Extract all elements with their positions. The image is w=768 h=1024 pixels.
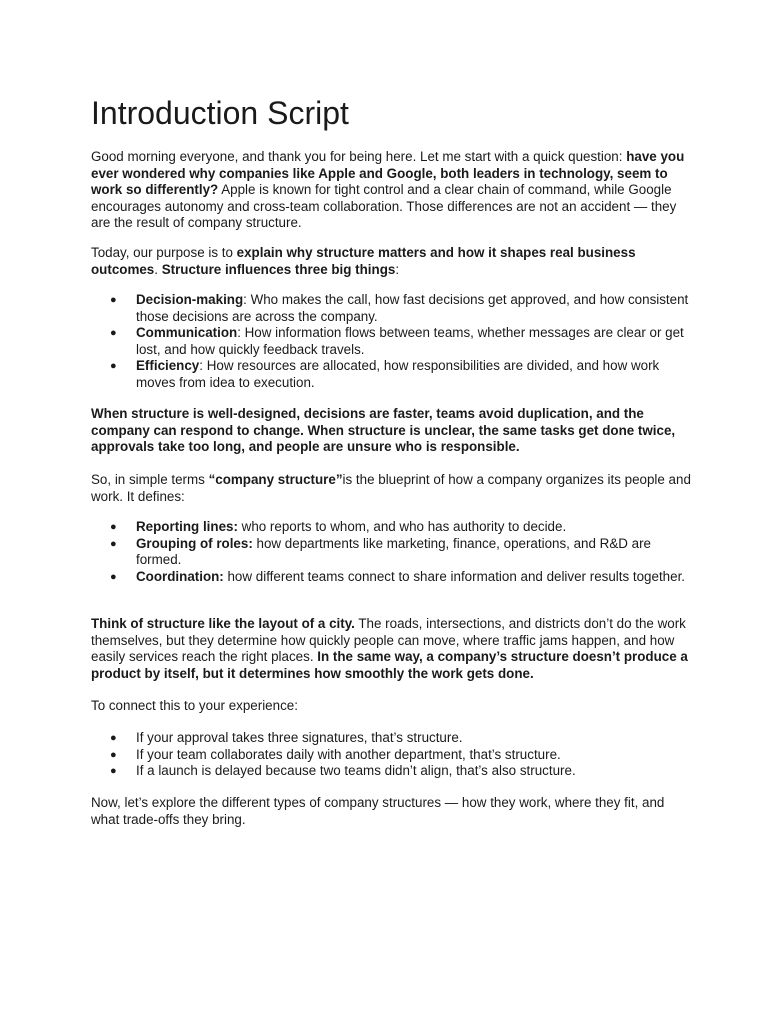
purpose-bold-2: Structure influences three big things: [161, 261, 396, 277]
list-item-desc: : Who makes the call, how fast decisions get approved, and how consistent those decisions are across the company.: [136, 292, 689, 324]
purpose-text-2: .: [154, 261, 162, 277]
list-item-desc: how different teams connect to share information and deliver results together.: [223, 568, 686, 584]
list-item: [91, 325, 691, 358]
city-bold-2: In the same way, a company’s structure doesn’t produce a product by itself, but it determines how smoothly the work gets done.: [91, 649, 688, 681]
connect-paragraph: To connect this to your experience:: [91, 698, 298, 713]
list-item-desc: : How information flows between teams, whether messages are clear or get lost, and how quickly feedback travels.: [136, 325, 684, 357]
purpose-text-3: :: [395, 261, 400, 277]
list-item: [91, 292, 691, 325]
list-item: [91, 536, 691, 569]
list-item: ● If a launch is delayed because two teams didn’t align, that’s also structure.: [91, 763, 691, 780]
list-item-desc: who reports to whom, and who has authority to decide.: [237, 519, 567, 534]
examples-list: [91, 730, 691, 780]
list-item-desc: how departments like marketing, finance, operations, and R&D are formed.: [136, 535, 652, 568]
intro-bold-question: have you ever wondered why companies like Apple and Google, both leaders in technology, seem to work so differently?: [91, 149, 685, 198]
list-item: [91, 358, 691, 391]
list-item-term: Decision-making: [136, 292, 244, 307]
list-item-term: Coordination:: [136, 568, 224, 584]
definition-bold: “company structure”: [208, 472, 343, 487]
definition-paragraph: [91, 472, 691, 505]
list-item-term: Grouping of roles:: [136, 535, 253, 551]
city-analogy-paragraph: [91, 616, 691, 682]
list-item-term: Communication: [136, 325, 238, 341]
closing-paragraph: Now, let’s explore the different types of company structures — how they work, where they fit, and what trade-offs they bring.: [91, 795, 665, 827]
city-text-1: The roads, intersections, and districts don’t do the work themselves, but they determine how quickly people can move, where traffic jams happen, and how easily services reach the right places.: [91, 616, 686, 665]
list-item: ● If your team collaborates daily with another department, that’s structure.: [91, 747, 691, 764]
definition-text-1: So, in simple terms: [91, 472, 209, 487]
definition-text-2: is the blueprint of how a company organizes its people and work. It defines:: [91, 472, 691, 504]
list-item: ● If your approval takes three signatures, that’s structure.: [91, 730, 691, 747]
influences-list: [91, 292, 691, 392]
purpose-text-1: Today, our purpose is to: [91, 245, 237, 260]
intro-paragraph: [91, 149, 691, 232]
list-item-term: Efficiency: [136, 358, 200, 374]
list-item: [91, 569, 691, 586]
intro-text-2: Apple is known for tight control and a clear chain of command, while Google encourages autonomy and cross-team collaboration. Those differences are not an accident — they are the result of company structure.: [91, 182, 677, 231]
purpose-paragraph: [91, 245, 691, 278]
purpose-bold-1: explain why structure matters and how it shapes real business outcomes: [91, 245, 636, 277]
list-item: [91, 519, 691, 536]
defines-list: [91, 519, 691, 585]
page-title: Introduction Script: [91, 95, 349, 131]
list-item-desc: : How resources are allocated, how responsibilities are divided, and how work moves from idea to execution.: [136, 358, 660, 390]
list-item-term: Reporting lines:: [136, 519, 238, 534]
intro-text-1: Good morning everyone, and thank you for being here. Let me start with a quick question:: [91, 149, 627, 164]
city-bold-1: Think of structure like the layout of a city.: [91, 616, 355, 631]
emphasis-paragraph: When structure is well-designed, decisions are faster, teams avoid duplication, and the company can respond to change. When structure is unclear, the same tasks get done twice, approvals take too long, and people are unsure who is responsible.: [91, 406, 676, 455]
